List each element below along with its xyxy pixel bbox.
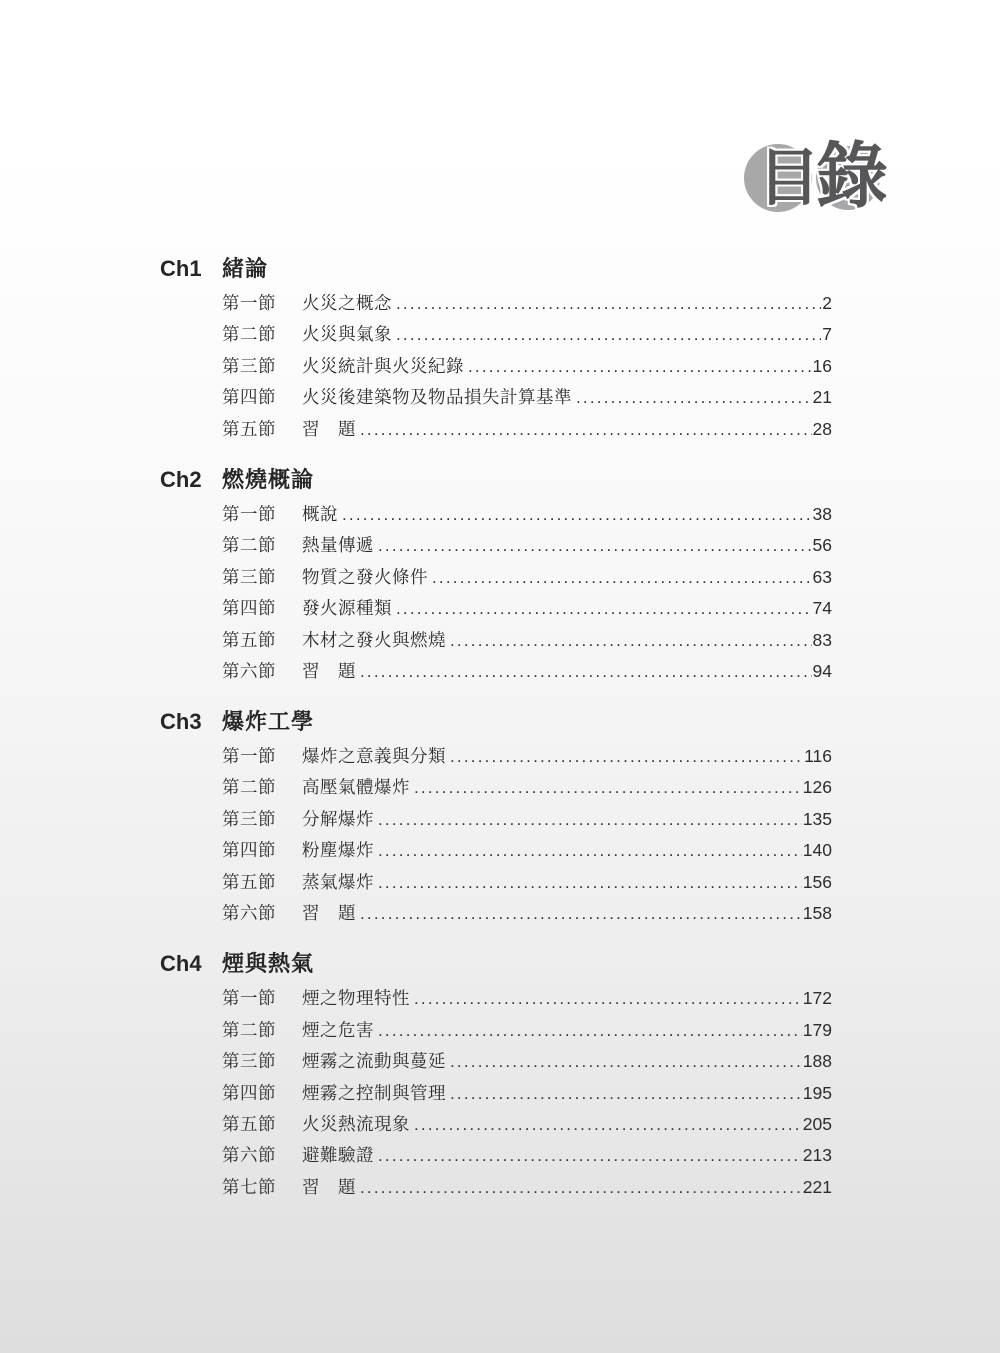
section-label: 第一節 xyxy=(222,988,276,1009)
page-number: 213 xyxy=(802,1145,832,1166)
dot-leader xyxy=(396,288,821,319)
section-title: 物質之發火條件 xyxy=(302,566,428,587)
section-label: 第一節 xyxy=(222,293,276,313)
chapter-number: Ch1 xyxy=(160,256,202,281)
toc-row xyxy=(222,319,832,350)
page-number: 74 xyxy=(812,598,832,619)
toc-row xyxy=(222,288,832,319)
dot-leader xyxy=(468,351,812,382)
chapter-number: Ch4 xyxy=(160,951,202,977)
page-number: 83 xyxy=(812,629,832,650)
dot-leader xyxy=(342,499,812,530)
chapter xyxy=(160,253,832,445)
toc-row xyxy=(222,593,832,624)
page-number: 221 xyxy=(802,1176,832,1197)
section-title: 火災與氣象 xyxy=(302,324,392,345)
section-title: 火災熱流現象 xyxy=(302,1114,410,1135)
toc-row xyxy=(222,562,832,593)
page-number: 94 xyxy=(812,661,832,682)
chapter xyxy=(160,706,832,930)
section-title: 火災後建築物及物品損失計算基準 xyxy=(302,387,572,408)
page-number: 172 xyxy=(802,988,832,1009)
section-title: 火災之概念 xyxy=(302,293,392,313)
toc-row xyxy=(222,741,832,772)
section-title: 粉塵爆炸 xyxy=(302,840,374,861)
toc-row xyxy=(222,656,832,687)
page-number: 21 xyxy=(812,387,832,408)
section-title: 避難驗證 xyxy=(302,1145,374,1166)
chapter-number: Ch2 xyxy=(160,466,202,492)
page-number: 140 xyxy=(802,840,832,861)
chapter-sections xyxy=(222,499,832,688)
page-number: 63 xyxy=(812,566,832,587)
section-label: 第六節 xyxy=(222,903,276,924)
dot-leader xyxy=(378,867,802,898)
page-number: 195 xyxy=(802,1082,832,1103)
section-label: 第一節 xyxy=(222,745,276,766)
dot-leader xyxy=(450,625,812,656)
section-label: 第二節 xyxy=(222,777,276,798)
page-number: 135 xyxy=(802,808,832,829)
page-number: 2 xyxy=(822,293,832,313)
section-title: 熱量傳遞 xyxy=(302,535,374,556)
dot-leader xyxy=(378,530,812,561)
chapter-sections xyxy=(222,983,832,1203)
section-title: 高壓氣體爆炸 xyxy=(302,777,410,798)
toc-row xyxy=(222,1078,832,1109)
section-label: 第三節 xyxy=(222,808,276,829)
toc-row xyxy=(222,625,832,656)
chapter-sections xyxy=(222,288,832,445)
page-number: 126 xyxy=(802,777,832,798)
section-label: 第五節 xyxy=(222,629,276,650)
toc-row xyxy=(222,499,832,530)
section-label: 第四節 xyxy=(222,598,276,619)
section-label: 第三節 xyxy=(222,566,276,587)
section-title: 木材之發火與燃燒 xyxy=(302,629,446,650)
dot-leader xyxy=(396,593,812,624)
toc-row xyxy=(222,382,832,413)
chapter-heading xyxy=(160,253,832,285)
chapter-heading xyxy=(160,464,832,496)
page-number: 7 xyxy=(822,324,832,345)
page-number: 156 xyxy=(802,871,832,892)
section-label: 第四節 xyxy=(222,387,276,408)
toc-row xyxy=(222,1172,832,1203)
section-title: 煙霧之控制與管理 xyxy=(302,1082,446,1103)
dot-leader xyxy=(378,835,802,866)
dot-leader xyxy=(360,414,812,445)
section-label: 第二節 xyxy=(222,1019,276,1040)
section-title: 習 題 xyxy=(302,903,356,924)
toc-row xyxy=(222,835,832,866)
section-label: 第三節 xyxy=(222,1051,276,1072)
dot-leader xyxy=(378,804,802,835)
section-title: 蒸氣爆炸 xyxy=(302,871,374,892)
chapter-heading xyxy=(160,948,832,980)
dot-leader xyxy=(414,983,802,1014)
page-number: 16 xyxy=(812,355,832,376)
chapter xyxy=(160,948,832,1203)
page-number: 205 xyxy=(802,1114,832,1135)
section-title: 分解爆炸 xyxy=(302,808,374,829)
section-label: 第五節 xyxy=(222,871,276,892)
section-title: 習 題 xyxy=(302,1176,356,1197)
toc-row xyxy=(222,1109,832,1140)
dot-leader xyxy=(450,1046,802,1077)
section-label: 第五節 xyxy=(222,418,276,439)
toc-row xyxy=(222,804,832,835)
section-label: 第二節 xyxy=(222,324,276,345)
section-label: 第六節 xyxy=(222,1145,276,1166)
page-number: 116 xyxy=(804,745,832,766)
section-title: 爆炸之意義與分類 xyxy=(302,745,446,766)
section-title: 煙霧之流動與蔓延 xyxy=(302,1051,446,1072)
page-number: 179 xyxy=(802,1019,832,1040)
table-of-contents xyxy=(160,253,832,1222)
section-title: 習 題 xyxy=(302,661,356,682)
chapter-sections xyxy=(222,741,832,930)
dot-leader xyxy=(360,1172,802,1203)
chapter xyxy=(160,464,832,688)
dot-leader xyxy=(378,1140,802,1171)
toc-row xyxy=(222,898,832,929)
chapter-number: Ch3 xyxy=(160,708,202,734)
page-number: 56 xyxy=(812,535,832,556)
section-title: 習 題 xyxy=(302,418,356,439)
toc-logo xyxy=(738,136,894,226)
section-label: 第七節 xyxy=(222,1176,276,1197)
section-title: 煙之物理特性 xyxy=(302,988,410,1009)
dot-leader xyxy=(378,1015,802,1046)
page-number: 158 xyxy=(802,903,832,924)
dot-leader xyxy=(432,562,812,593)
section-title: 煙之危害 xyxy=(302,1019,374,1040)
dot-leader xyxy=(414,1109,802,1140)
page-number: 28 xyxy=(812,418,832,439)
section-label: 第四節 xyxy=(222,840,276,861)
dot-leader xyxy=(450,1078,802,1109)
chapter-title: 煙與熱氣 xyxy=(222,951,315,977)
toc-row xyxy=(222,351,832,382)
page-number: 38 xyxy=(812,503,832,524)
toc-row xyxy=(222,530,832,561)
dot-leader xyxy=(360,898,802,929)
chapter-heading xyxy=(160,706,832,738)
dot-leader xyxy=(576,382,812,413)
toc-row xyxy=(222,772,832,803)
page-number: 188 xyxy=(802,1051,832,1072)
section-label: 第三節 xyxy=(222,355,276,376)
toc-row xyxy=(222,983,832,1014)
section-title: 概說 xyxy=(302,503,338,524)
chapter-title: 燃燒概論 xyxy=(222,466,315,492)
dot-leader xyxy=(414,772,802,803)
chapter-title: 緒論 xyxy=(222,256,269,281)
toc-row xyxy=(222,1140,832,1171)
toc-row xyxy=(222,867,832,898)
toc-row xyxy=(222,414,832,445)
dot-leader xyxy=(396,319,821,350)
section-label: 第六節 xyxy=(222,661,276,682)
section-title: 發火源種類 xyxy=(302,598,392,619)
chapter-title: 爆炸工學 xyxy=(222,708,315,734)
section-label: 第一節 xyxy=(222,503,276,524)
section-label: 第二節 xyxy=(222,535,276,556)
toc-row xyxy=(222,1015,832,1046)
toc-row xyxy=(222,1046,832,1077)
section-label: 第四節 xyxy=(222,1082,276,1103)
logo-char-lu: 錄 xyxy=(816,134,889,218)
logo-char-mu: 目 xyxy=(758,141,821,214)
dot-leader xyxy=(450,741,803,772)
dot-leader xyxy=(360,656,812,687)
section-label: 第五節 xyxy=(222,1114,276,1135)
section-title: 火災統計與火災紀錄 xyxy=(302,355,464,376)
